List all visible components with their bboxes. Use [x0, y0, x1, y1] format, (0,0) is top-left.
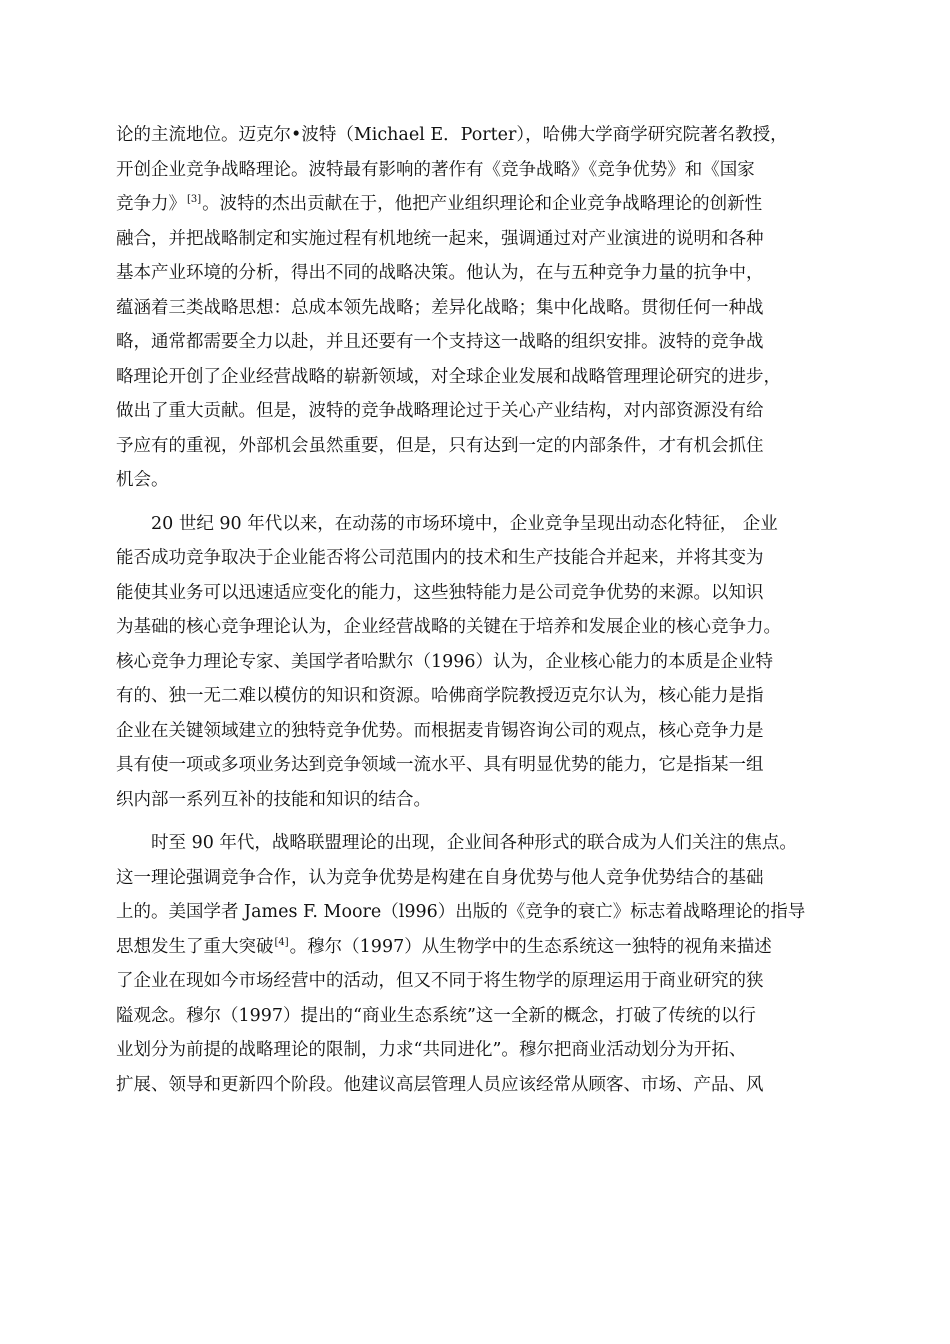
text-line	[116, 187, 848, 222]
line-text: 机会。	[116, 470, 169, 490]
line-text: 织内部一系列互补的技能和知识的结合。	[116, 789, 431, 810]
line-text: 竞争力》	[116, 194, 186, 214]
text-line	[116, 714, 848, 749]
line-text: 企业在关键领域建立的独特竞争优势。而根据麦肯锡咨询公司的观点，核心竞争力是	[116, 720, 764, 741]
citation-ref: [3]	[187, 194, 202, 206]
line-text: 为基础的核心竞争理论认为，企业经营战略的关键在于培养和发展企业的核心竞争力。	[116, 617, 781, 637]
text-line	[116, 541, 848, 576]
line-text: 隘观念。穆尔（1997）提出的“商业生态系统”这一全新的概念，打破了传统的以行	[116, 1005, 756, 1026]
line-text: 开创企业竞争战略理论。波特最有影响的著作有《竞争战略》《竞争优势》和《国家	[116, 159, 755, 180]
line-text: 略理论开创了企业经营战略的崭新领域，对全球企业发展和战略管理理论研究的进步，	[116, 366, 781, 387]
text-line	[116, 861, 848, 896]
paragraph	[116, 826, 848, 1102]
line-text: 予应有的重视，外部机会虽然重要，但是，只有达到一定的内部条件，才有机会抓住	[116, 435, 764, 456]
line-text: 略，通常都需要全力以赴，并且还要有一个支持这一战略的组织安排。波特的竞争战	[116, 332, 764, 352]
text-line	[116, 930, 848, 965]
line-text: 能使其业务可以迅速适应变化的能力，这些独特能力是公司竞争优势的来源。以知识	[116, 582, 764, 603]
text-line	[116, 826, 848, 861]
text-line	[116, 256, 848, 291]
body-text	[116, 118, 848, 1102]
text-line	[116, 964, 848, 999]
text-line	[116, 679, 848, 714]
line-text-continued: 。波特的杰出贡献在于，他把产业组织理论和企业竞争战略理论的创新性	[202, 194, 763, 214]
line-text: 论的主流地位。迈克尔•波特（Michael E．Porter），哈佛大学商学研究院著名教授，	[116, 125, 788, 145]
line-text: 具有使一项或多项业务达到竞争领域一流水平、具有明显优势的能力，它是指某一组	[116, 755, 764, 775]
text-line	[116, 463, 848, 498]
text-line	[116, 507, 848, 542]
text-line	[116, 999, 848, 1034]
line-text: 了企业在现如今市场经营中的活动，但又不同于将生物学的原理运用于商业研究的狭	[116, 971, 764, 991]
line-text: 有的、独一无二难以模仿的知识和资源。哈佛商学院教授迈克尔认为，核心能力是指	[116, 686, 764, 706]
line-text: 业划分为前提的战略理论的限制，力求“共同进化”。穆尔把商业活动划分为开拓、	[116, 1040, 747, 1060]
paragraph	[116, 118, 848, 498]
line-text: 20 世纪 90 年代以来，在动荡的市场环境中，企业竞争呈现出动态化特征， 企业	[151, 513, 778, 534]
text-line	[116, 325, 848, 360]
line-text: 基本产业环境的分析，得出不同的战略决策。他认为，在与五种竞争力量的抗争中，	[116, 263, 764, 283]
text-line	[116, 576, 848, 611]
line-text: 做出了重大贡献。但是，波特的竞争战略理论过于关心产业结构，对内部资源没有给	[116, 401, 764, 421]
line-text: 这一理论强调竞争合作，认为竞争优势是构建在自身优势与他人竞争优势结合的基础	[116, 867, 764, 888]
text-line	[116, 118, 848, 153]
text-line	[116, 895, 848, 930]
text-line	[116, 360, 848, 395]
text-line	[116, 645, 848, 680]
line-text: 核心竞争力理论专家、美国学者哈默尔（1996）认为，企业核心能力的本质是企业特	[116, 651, 774, 672]
text-line	[116, 222, 848, 257]
citation-ref: [4]	[274, 936, 289, 948]
line-text: 思想发生了重大突破	[116, 936, 274, 957]
line-text: 时至 90 年代，战略联盟理论的出现，企业间各种形式的联合成为人们关注的焦点。	[151, 833, 797, 853]
line-text: 蕴涵着三类战略思想：总成本领先战略；差异化战略；集中化战略。贯彻任何一种战	[116, 297, 764, 318]
line-text: 扩展、领导和更新四个阶段。他建议高层管理人员应该经常从顾客、市场、产品、风	[116, 1074, 764, 1095]
text-line	[116, 153, 848, 188]
text-line	[116, 429, 848, 464]
line-text: 能否成功竞争取决于企业能否将公司范围内的技术和生产技能合并起来，并将其变为	[116, 548, 764, 568]
line-text: 上的。美国学者 James F. Moore（l996）出版的《竞争的衰亡》标志着战略理论的指导	[116, 902, 806, 922]
text-line	[116, 1068, 848, 1103]
text-line	[116, 783, 848, 818]
text-line	[116, 1033, 848, 1068]
paragraph	[116, 507, 848, 818]
text-line	[116, 610, 848, 645]
line-text-continued: 。穆尔（1997）从生物学中的生态系统这一独特的视角来描述	[289, 936, 772, 957]
line-text: 融合，并把战略制定和实施过程有机地统一起来，强调通过对产业演进的说明和各种	[116, 228, 764, 249]
text-line	[116, 394, 848, 429]
text-line	[116, 748, 848, 783]
text-line	[116, 291, 848, 326]
